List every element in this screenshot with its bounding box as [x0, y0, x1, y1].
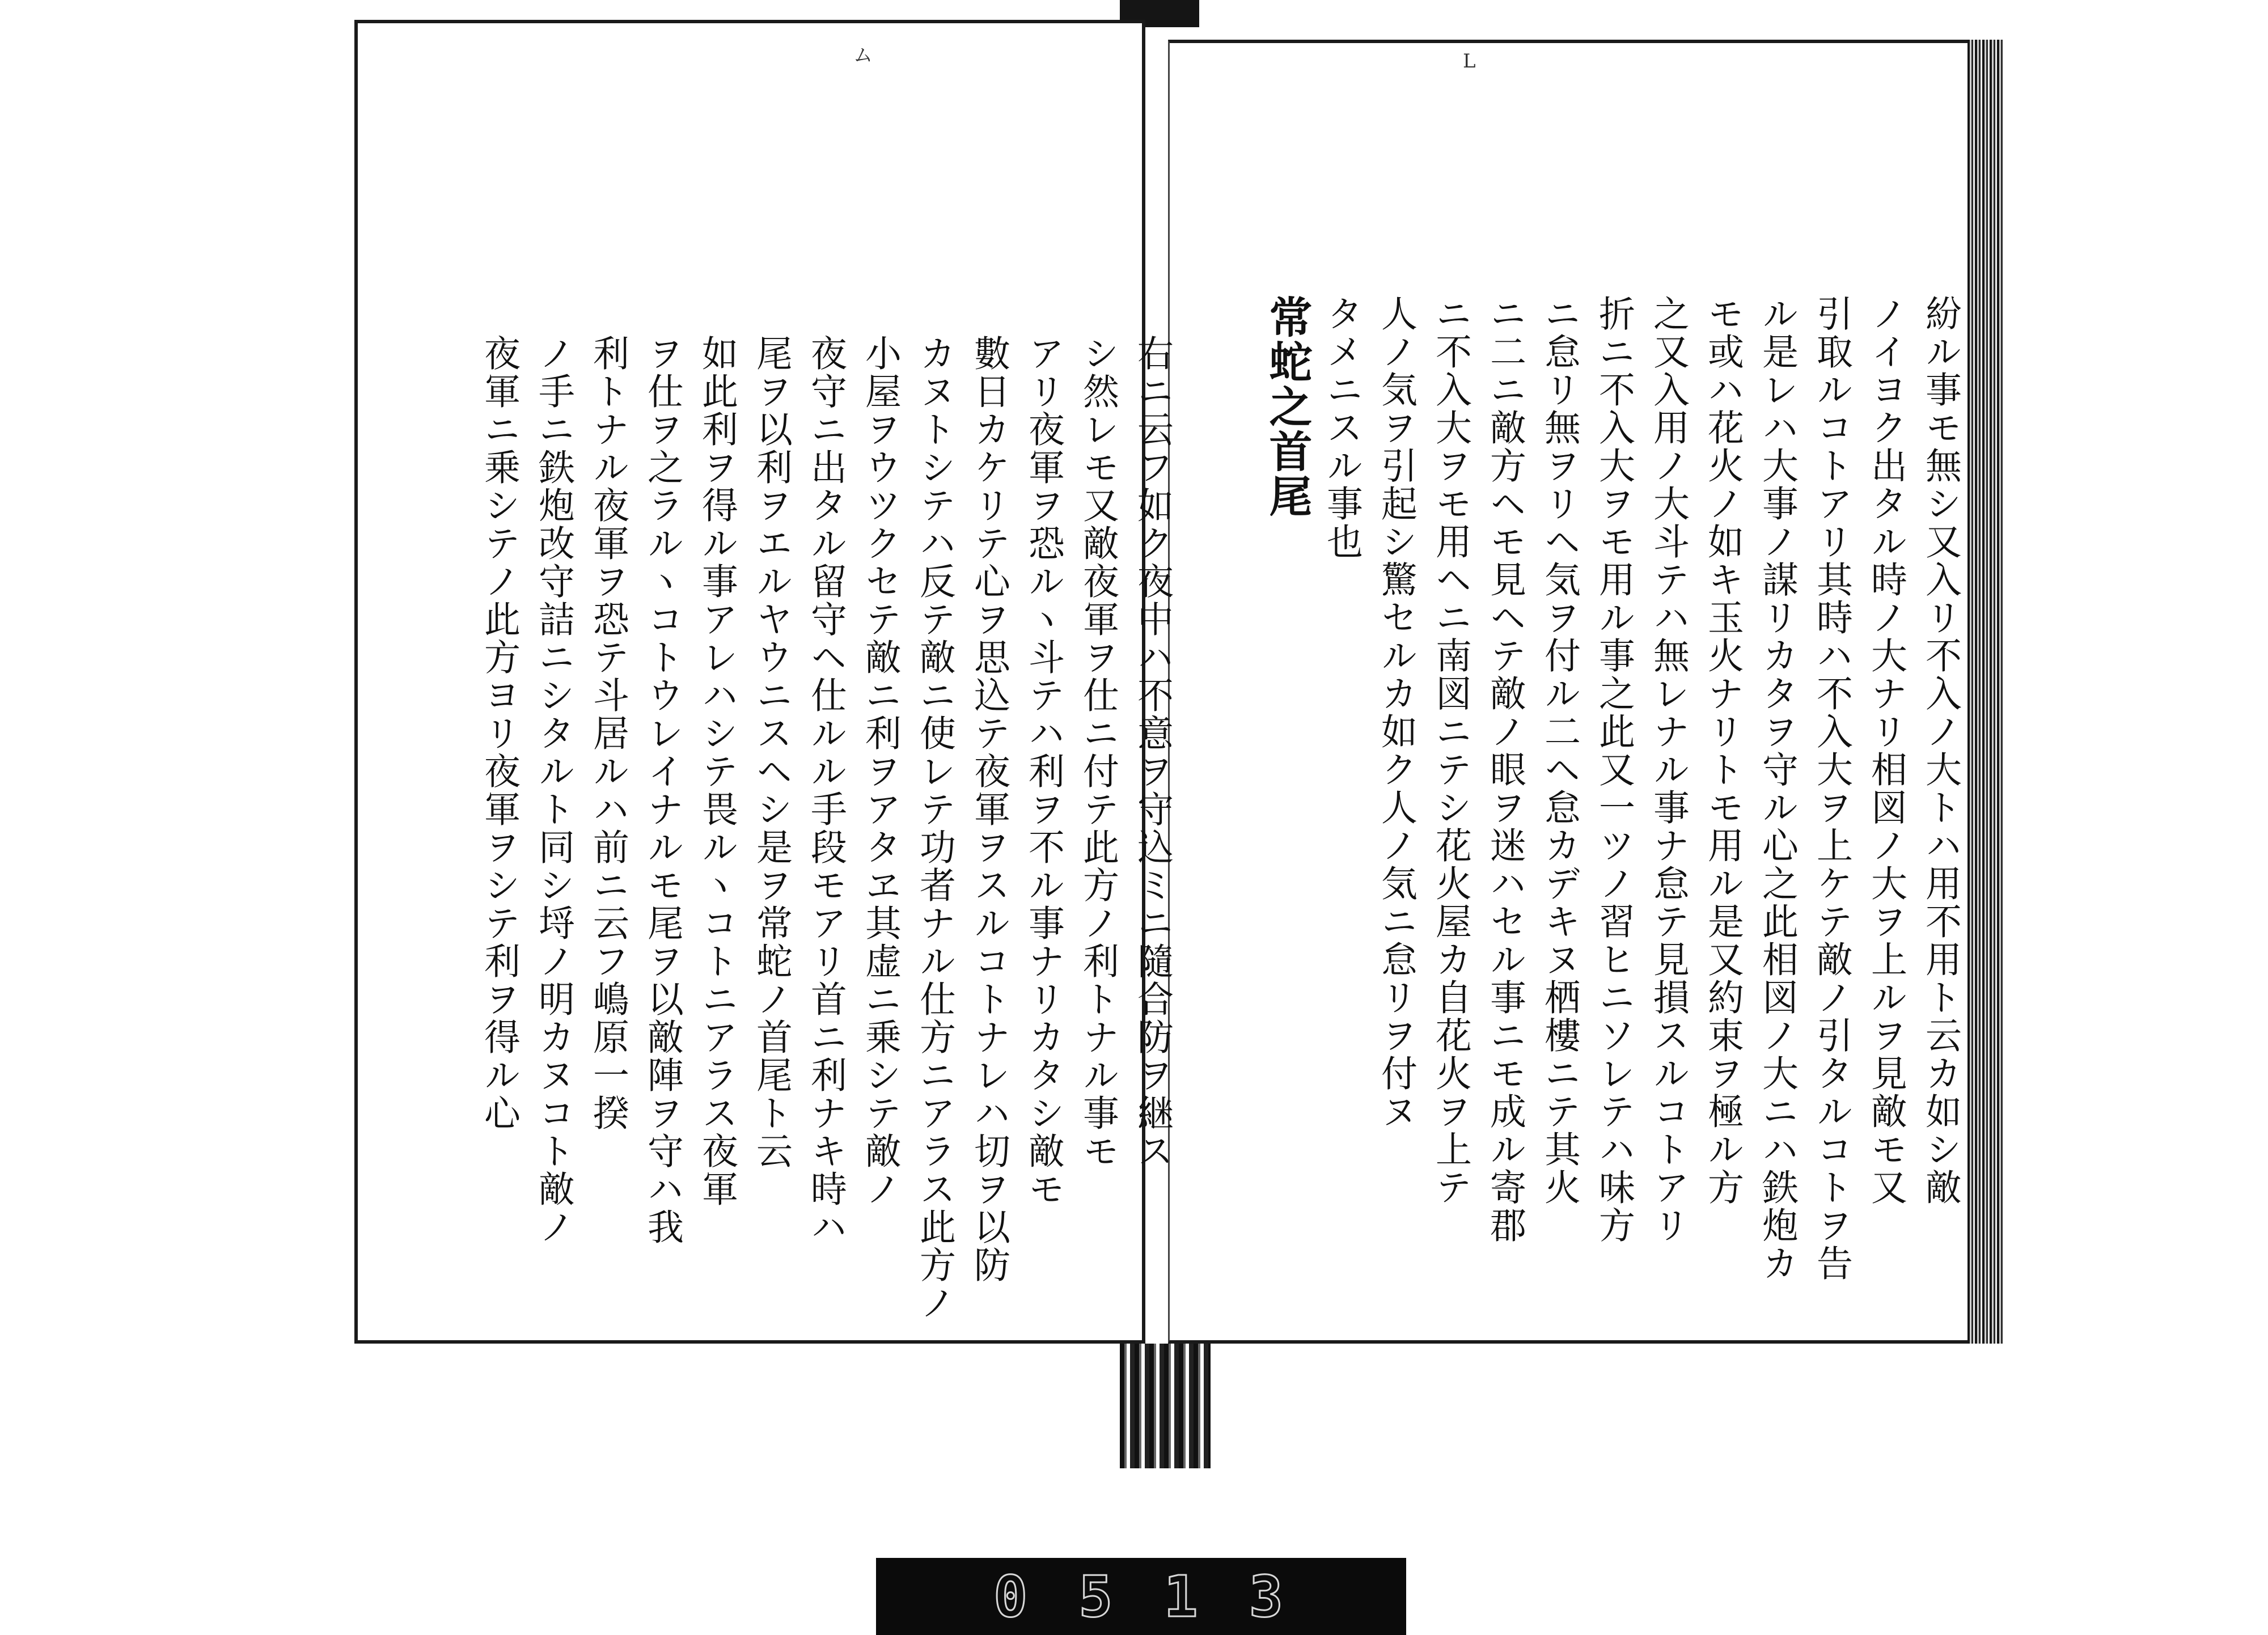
text-column: 人ノ気ヲ引起シ驚セルカ如ク人ノ気ニ怠リヲ付ヌ [1375, 295, 1417, 1130]
text-column: ニ不入大ヲモ用ヘニ南図ニテシ花火屋カ自花火ヲ上テ [1429, 295, 1471, 1206]
page-edges [1967, 40, 2003, 1344]
right-page-text [1191, 295, 1967, 1293]
left-page-text [369, 334, 1179, 1322]
text-column: 引取ルコトアリ其時ハ不入大ヲ上ケテ敵ノ引タルコトヲ告 [1810, 295, 1852, 1282]
text-column: 尾ヲ以利ヲエルヤウニスヘシ是ヲ常蛇ノ首尾ト云 [750, 334, 792, 1170]
stamp-digit: 0 [993, 1563, 1034, 1630]
text-column: 數日カケリテ心ヲ思込テ夜軍ヲスルコトナレハ切ヲ以防 [968, 334, 1010, 1284]
text-column: 右ニ云フ如ク夜中ハ不意ヲ守込ミニ隨合防ヲ継ス [1131, 334, 1173, 1170]
text-column: アリ夜軍ヲ恐ルヽ斗テハ利ヲ不ル事ナリカタシ敵モ [1022, 334, 1064, 1208]
section-heading: 常蛇之首尾 [1262, 295, 1313, 519]
text-column: ル是レハ大事ノ謀リカタヲ守ル心之此相図ノ大ニハ鉄炮カ [1756, 295, 1798, 1282]
text-column: 之又入用ノ大斗テハ無レナル事ナ怠テ見損スルコトアリ [1647, 295, 1689, 1244]
text-column: タメニスル事也 [1321, 295, 1363, 561]
text-column: ノイヨク出タル時ノ大ナリ相図ノ大ヲ上ルヲ見敵モ又 [1865, 295, 1907, 1206]
stamp-digit: 1 [1163, 1563, 1204, 1630]
left-folio-mark: ム [853, 44, 873, 67]
text-column: 夜軍ニ乗シテノ此方ヨリ夜軍ヲシテ利ヲ得ル心 [478, 334, 520, 1132]
text-column: 如此利ヲ得ル事アレハシテ畏ルヽコトニアラス夜軍 [696, 334, 738, 1208]
text-column: カヌトシテハ反テ敵ニ使レテ功者ナル仕方ニアラス此方ノ [913, 334, 955, 1322]
frame-number-stamp [876, 1558, 1406, 1635]
text-column: モ或ハ花火ノ如キ玉火ナリトモ用ル是又約束ヲ極ル方 [1702, 295, 1744, 1206]
gutter-shadow-bottom [1120, 1344, 1211, 1468]
stamp-digit: 3 [1249, 1563, 1289, 1630]
text-column: 小屋ヲウツクセテ敵ニ利ヲアタヱ其虚ニ乗シテ敵ノ [859, 334, 901, 1208]
right-folio-mark: L [1463, 50, 1476, 73]
text-column: ノ手ニ鉄炮改守詰ニシタルト同シ埒ノ明カヌコト敵ノ [532, 334, 574, 1246]
text-column: シ然レモ又敵夜軍ヲ仕ニ付テ此方ノ利トナル事モ [1077, 334, 1119, 1170]
text-column: ヲ仕ヲ之ラルヽコトウレイナルモ尾ヲ以敵陣ヲ守ハ我 [641, 334, 683, 1246]
text-column: ニ二ニ敵方ヘモ見ヘテ敵ノ眼ヲ迷ハセル事ニモ成ル寄郡 [1484, 295, 1526, 1244]
text-column: 利トナル夜軍ヲ恐テ斗居ルハ前ニ云フ嶋原一揆 [587, 334, 629, 1132]
text-column: 紛ル事モ無シ又入リ不入ノ大トハ用不用ト云カ如シ敵 [1919, 295, 1961, 1206]
stamp-digit: 5 [1078, 1563, 1119, 1630]
text-column: ニ怠リ無ヲリヘ気ヲ付ル二ヘ怠カデキヌ栖樓ニテ其火 [1538, 295, 1580, 1206]
text-column: 夜守ニ出タル留守ヘ仕ルル手段モアリ首ニ利ナキ時ハ [805, 334, 847, 1246]
text-column: 折ニ不入大ヲモ用ル事之此又一ツノ習ヒニソレテハ味方 [1593, 295, 1635, 1244]
